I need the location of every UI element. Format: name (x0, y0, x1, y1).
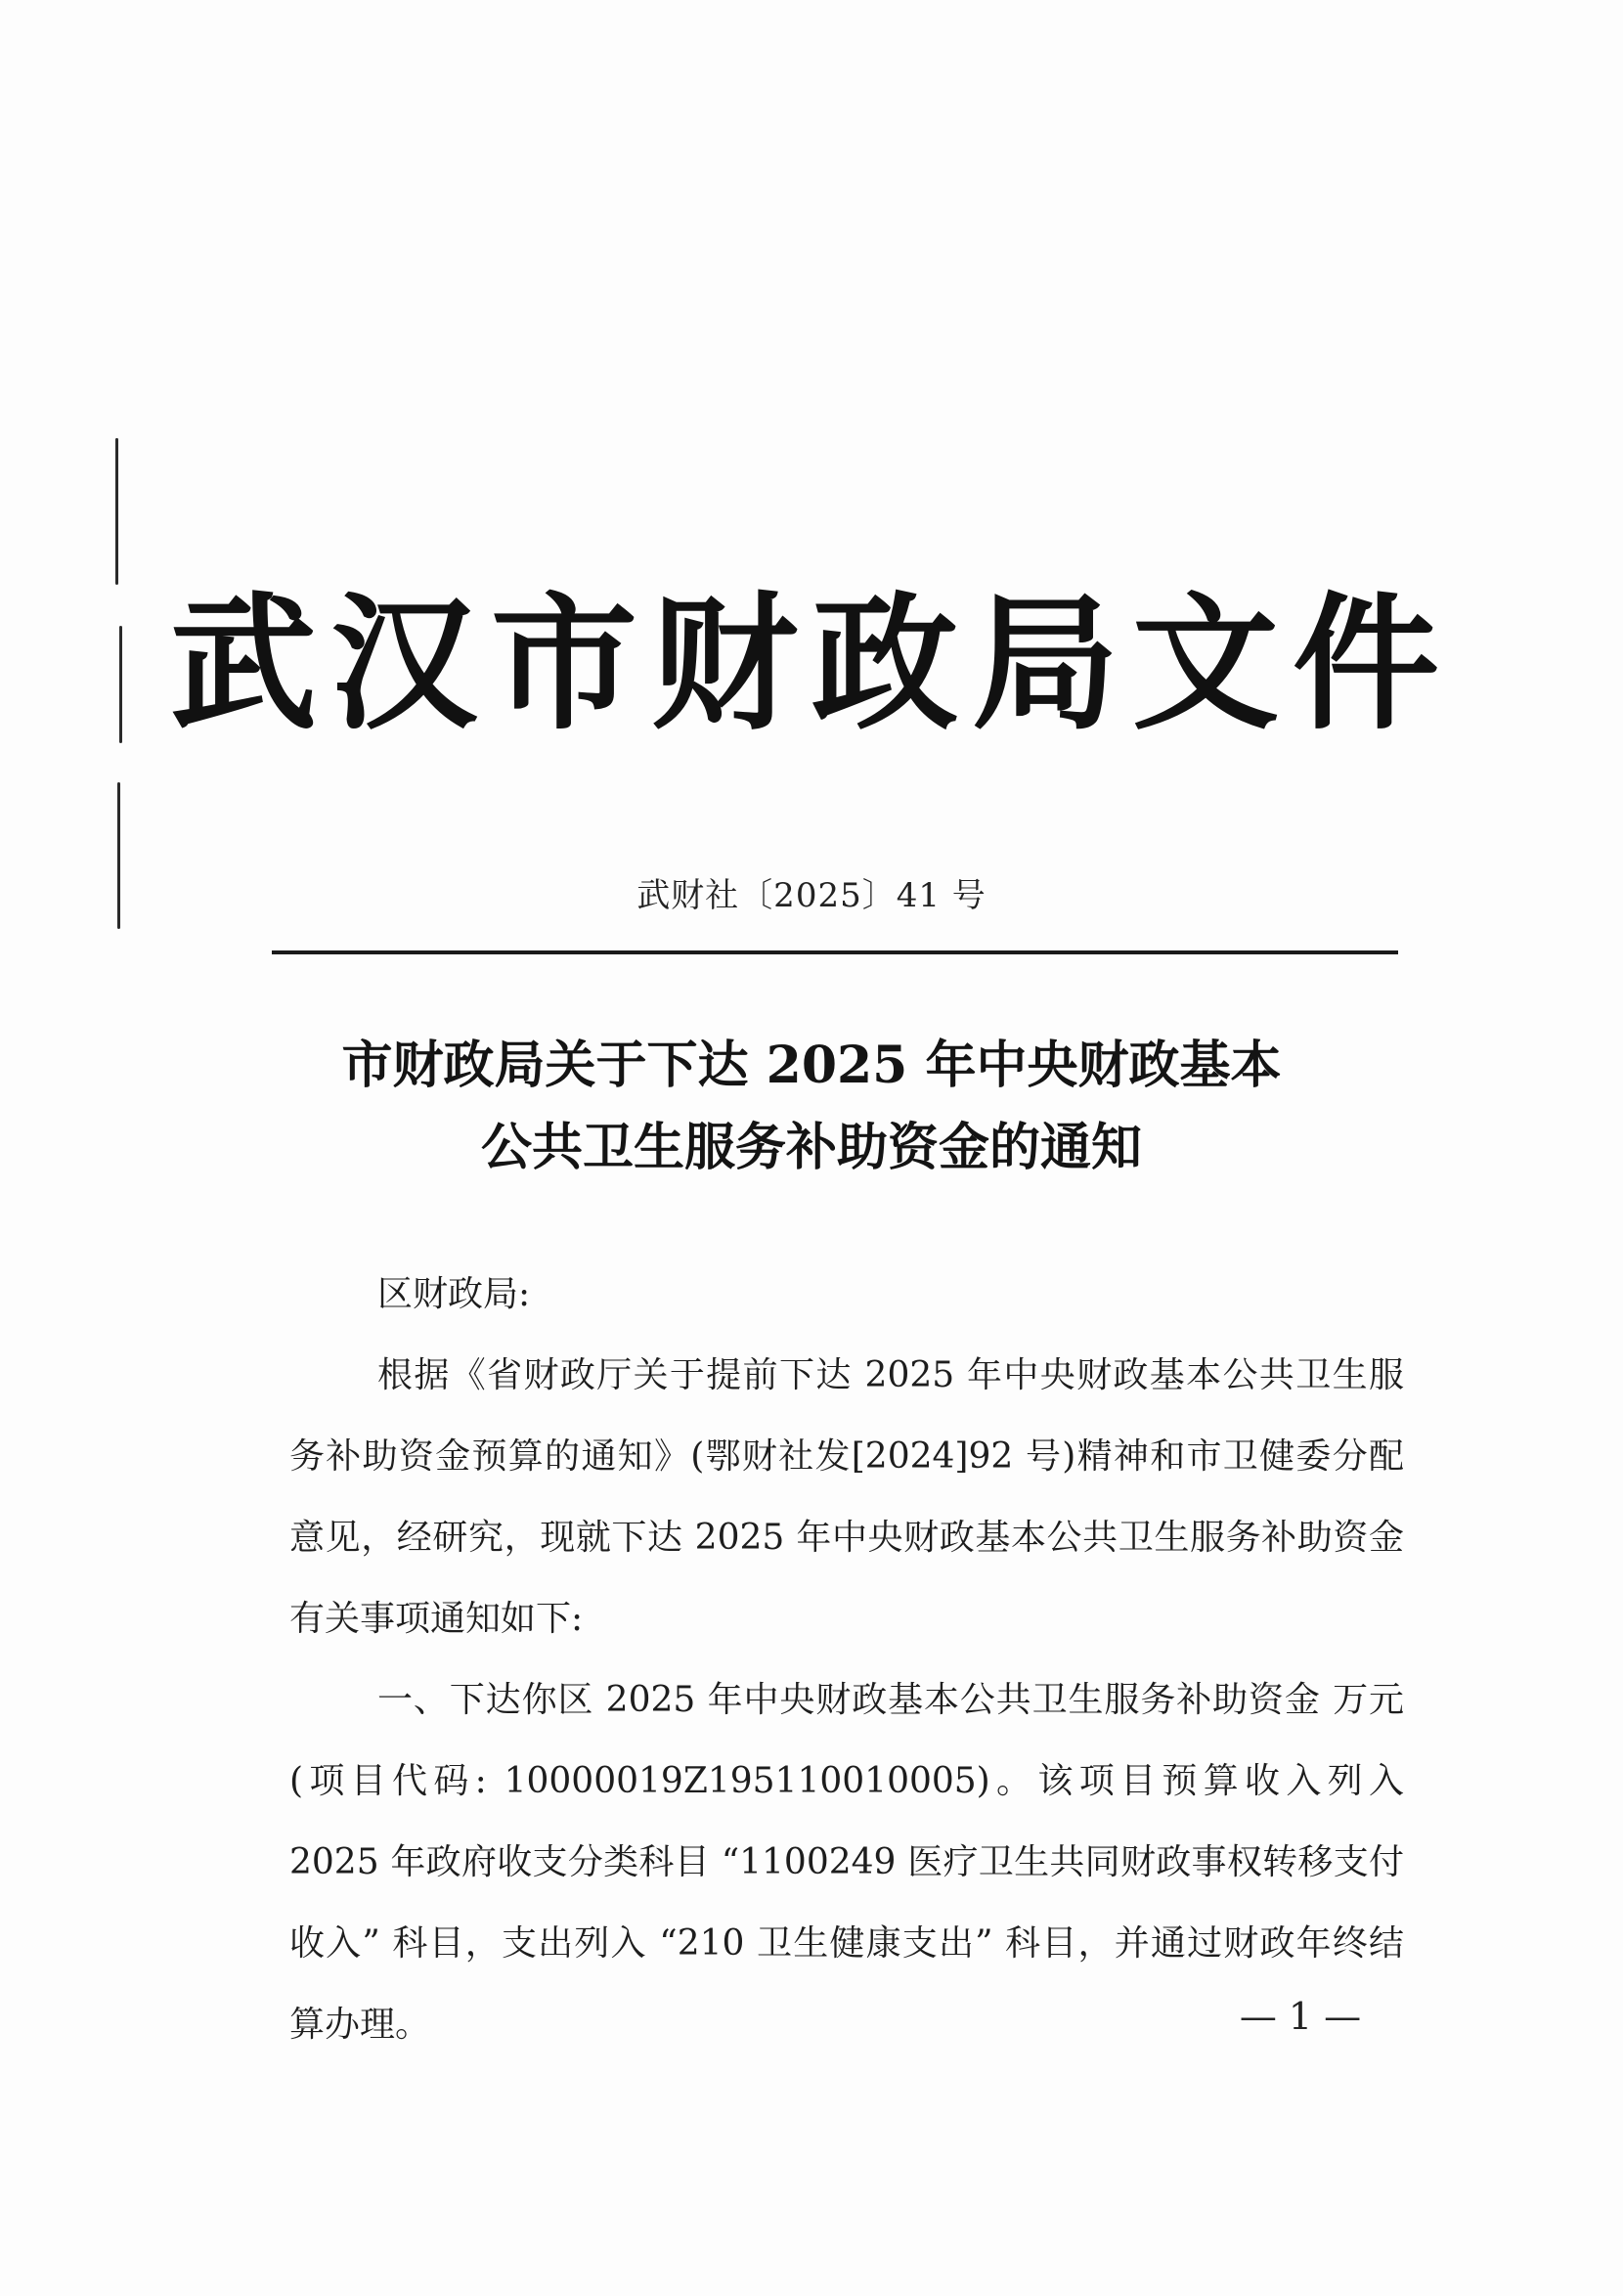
binding-mark-top (115, 438, 118, 585)
title-line-1: 市财政局关于下达 2025 年中央财政基本 (341, 1036, 1282, 1095)
paragraph-2: 一、下达你区 2025 年中央财政基本公共卫生服务补助资金 万元(项目代码: 10000019Z195110010005)。该项目预算收入列入 2025 年政府收支分类科目 “1100249 医疗卫生共同财政事权转移支付收入” 科目，支出列入 “210 卫生健康支出” 科目，并通过财政年终结算办理。 (289, 1680, 1404, 2045)
masthead-divider (272, 950, 1398, 954)
document-title (0, 1025, 1623, 1189)
page-number: — 1 — (1239, 1995, 1362, 2038)
document-number: 武财社〔2025〕41 号 (636, 876, 987, 915)
title-line-2: 公共卫生服务补助资金的通知 (480, 1118, 1142, 1177)
document-masthead: 武汉市财政局文件 (169, 580, 1453, 750)
salutation: 区财政局: (377, 1274, 531, 1314)
document-body (289, 1254, 1404, 2065)
paragraph-1: 根据《省财政厅关于提前下达 2025 年中央财政基本公共卫生服务补助资金预算的通知》(鄂财社发[2024]92 号)精神和市卫健委分配意见，经研究，现就下达 2025 年中央财政基本公共卫生服务补助资金有关事项通知如下: (289, 1355, 1404, 1639)
